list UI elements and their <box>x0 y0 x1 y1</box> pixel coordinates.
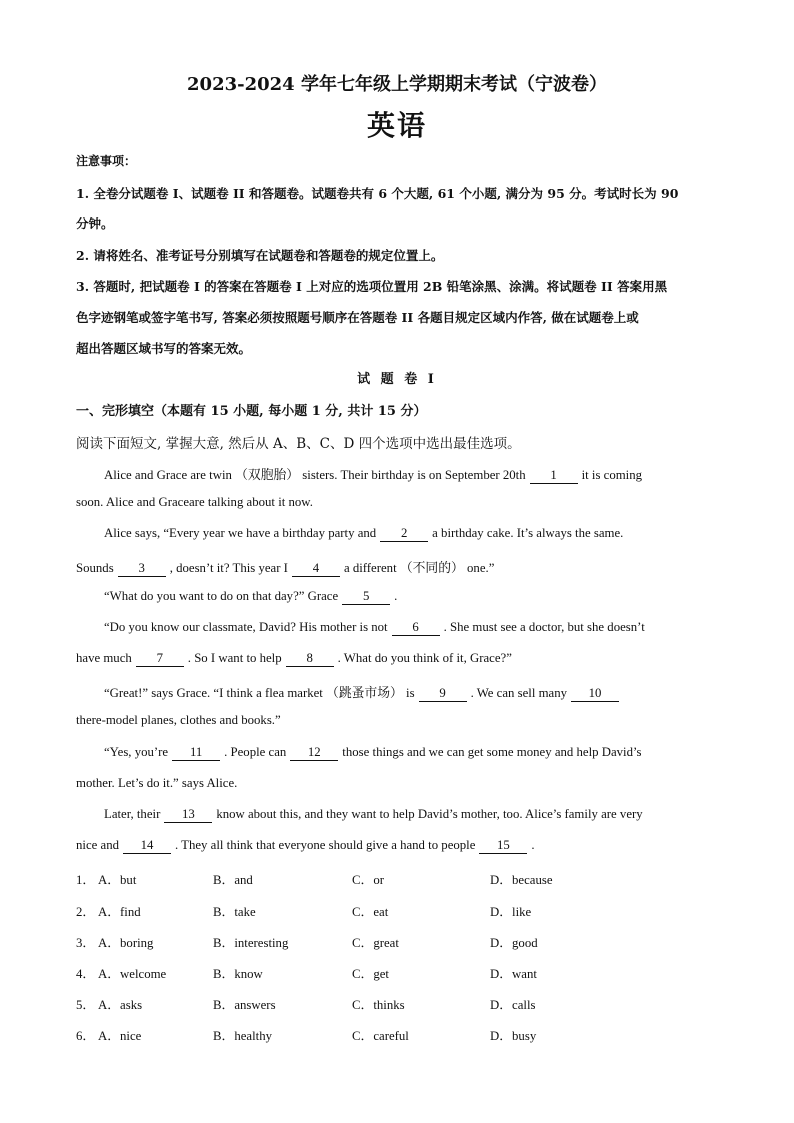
option-c[interactable]: C．get <box>352 967 389 981</box>
question-row <box>76 963 716 981</box>
blank-4: 4 <box>292 561 340 577</box>
question-row <box>76 901 716 919</box>
question-number: 4． <box>76 967 96 981</box>
blank-6: 6 <box>392 620 440 636</box>
notice-item-2: 2. 请将姓名、准考证号分别填写在试题卷和答题卷的规定位置上。 <box>76 248 444 263</box>
option-a[interactable]: A．welcome <box>98 967 167 981</box>
blank-10: 10 <box>571 686 619 702</box>
passage-line: soon. Alice and Graceare talking about it now. <box>76 495 313 509</box>
option-d[interactable]: D．good <box>490 936 538 950</box>
blank-5: 5 <box>342 589 390 605</box>
exam-title: 2023-2024 学年七年级上学期期末考试（宁波卷） <box>187 74 607 95</box>
subject-title: 英语 <box>366 109 427 142</box>
option-d[interactable]: D．want <box>490 967 537 981</box>
passage-line: nice and 14 . They all think that everyone should give a hand to people 15 . <box>76 838 535 852</box>
blank-3: 3 <box>118 561 166 577</box>
question-row <box>76 994 716 1012</box>
part-title: 一、完形填空（本题有 15 小题, 每小题 1 分, 共计 15 分） <box>76 404 427 419</box>
passage-line: Alice and Grace are twin （双胞胎） sisters. Their birthday is on September 20th 1 it is coming <box>104 468 643 482</box>
option-a[interactable]: A．but <box>98 873 137 887</box>
notice-item-3: 3. 答题时, 把试题卷 I 的答案在答题卷 I 上对应的选项位置用 2B 铅笔涂黑、涂满。将试题卷 II 答案用黑 <box>76 279 668 294</box>
instruction: 阅读下面短文, 掌握大意, 然后从 A、B、C、D 四个选项中选出最佳选项。 <box>76 436 521 452</box>
option-c[interactable]: C．careful <box>352 1029 409 1043</box>
notice-item-1-cont: 分钟。 <box>76 216 114 231</box>
passage-line: there-model planes, clothes and books.” <box>76 713 281 727</box>
passage-line: Sounds 3 , doesn’t it? This year I 4 a different （不同的） one.” <box>76 561 495 575</box>
passage-line: “Yes, you’re 11 . People can 12 those things and we can get some money and help David’s <box>104 745 642 759</box>
notice-item-3-cont: 色字迹钢笔或签字笔书写, 答案必须按照题号顺序在答题卷 II 各题目规定区域内作答, 做在试题卷上或 <box>76 310 639 325</box>
option-d[interactable]: D．like <box>490 905 532 919</box>
option-c[interactable]: C．great <box>352 936 399 950</box>
option-b[interactable]: B．interesting <box>213 936 289 950</box>
option-c[interactable]: C．or <box>352 873 384 887</box>
blank-8: 8 <box>286 651 334 667</box>
option-b[interactable]: B．healthy <box>213 1029 272 1043</box>
blank-7: 7 <box>136 651 184 667</box>
passage-line: “Great!” says Grace. “I think a flea market （跳蚤市场） is 9 . We can sell many 10 <box>104 682 623 702</box>
section-title: 试 题 卷 I <box>357 372 437 387</box>
notice-item-1: 1. 全卷分试题卷 I、试题卷 II 和答题卷。试题卷共有 6 个大题, 61 个小题, 满分为 95 分。考试时长为 90 <box>76 186 679 201</box>
question-number: 1． <box>76 873 96 887</box>
blank-9: 9 <box>419 686 467 702</box>
blank-13: 13 <box>164 807 212 823</box>
blank-12: 12 <box>290 745 338 761</box>
blank-15: 15 <box>479 838 527 854</box>
passage-line: mother. Let’s do it.” says Alice. <box>76 776 238 790</box>
option-b[interactable]: B．know <box>213 967 263 981</box>
option-d[interactable]: D．calls <box>490 998 536 1012</box>
option-b[interactable]: B．and <box>213 873 253 887</box>
passage-line: Later, their 13 know about this, and they want to help David’s mother, too. Alice’s family are very <box>104 807 643 821</box>
option-a[interactable]: A．find <box>98 905 141 919</box>
blank-1: 1 <box>530 468 578 484</box>
passage-line: Alice says, “Every year we have a birthday party and 2 a birthday cake. It’s always the same. <box>104 526 624 540</box>
option-a[interactable]: A．nice <box>98 1029 142 1043</box>
blank-2: 2 <box>380 526 428 542</box>
question-row <box>76 869 716 887</box>
option-c[interactable]: C．thinks <box>352 998 405 1012</box>
option-c[interactable]: C．eat <box>352 905 389 919</box>
blank-11: 11 <box>172 745 220 761</box>
option-d[interactable]: D．busy <box>490 1029 537 1043</box>
option-d[interactable]: D．because <box>490 873 553 887</box>
question-row <box>76 1025 716 1043</box>
passage-line: “Do you know our classmate, David? His mother is not 6 . She must see a doctor, but she doesn’t <box>104 620 645 634</box>
blank-14: 14 <box>123 838 171 854</box>
question-number: 2． <box>76 905 96 919</box>
question-number: 3． <box>76 936 96 950</box>
passage-line: “What do you want to do on that day?” Grace 5 . <box>104 589 398 603</box>
passage-line: have much 7 . So I want to help 8 . What do you think of it, Grace?” <box>76 651 512 665</box>
notice-heading: 注意事项： <box>76 154 137 168</box>
question-row <box>76 932 716 950</box>
question-number: 6． <box>76 1029 96 1043</box>
option-a[interactable]: A．boring <box>98 936 154 950</box>
notice-item-3-end: 超出答题区域书写的答案无效。 <box>76 341 252 356</box>
option-a[interactable]: A．asks <box>98 998 143 1012</box>
question-number: 5． <box>76 998 96 1012</box>
option-b[interactable]: B．take <box>213 905 256 919</box>
option-b[interactable]: B．answers <box>213 998 276 1012</box>
